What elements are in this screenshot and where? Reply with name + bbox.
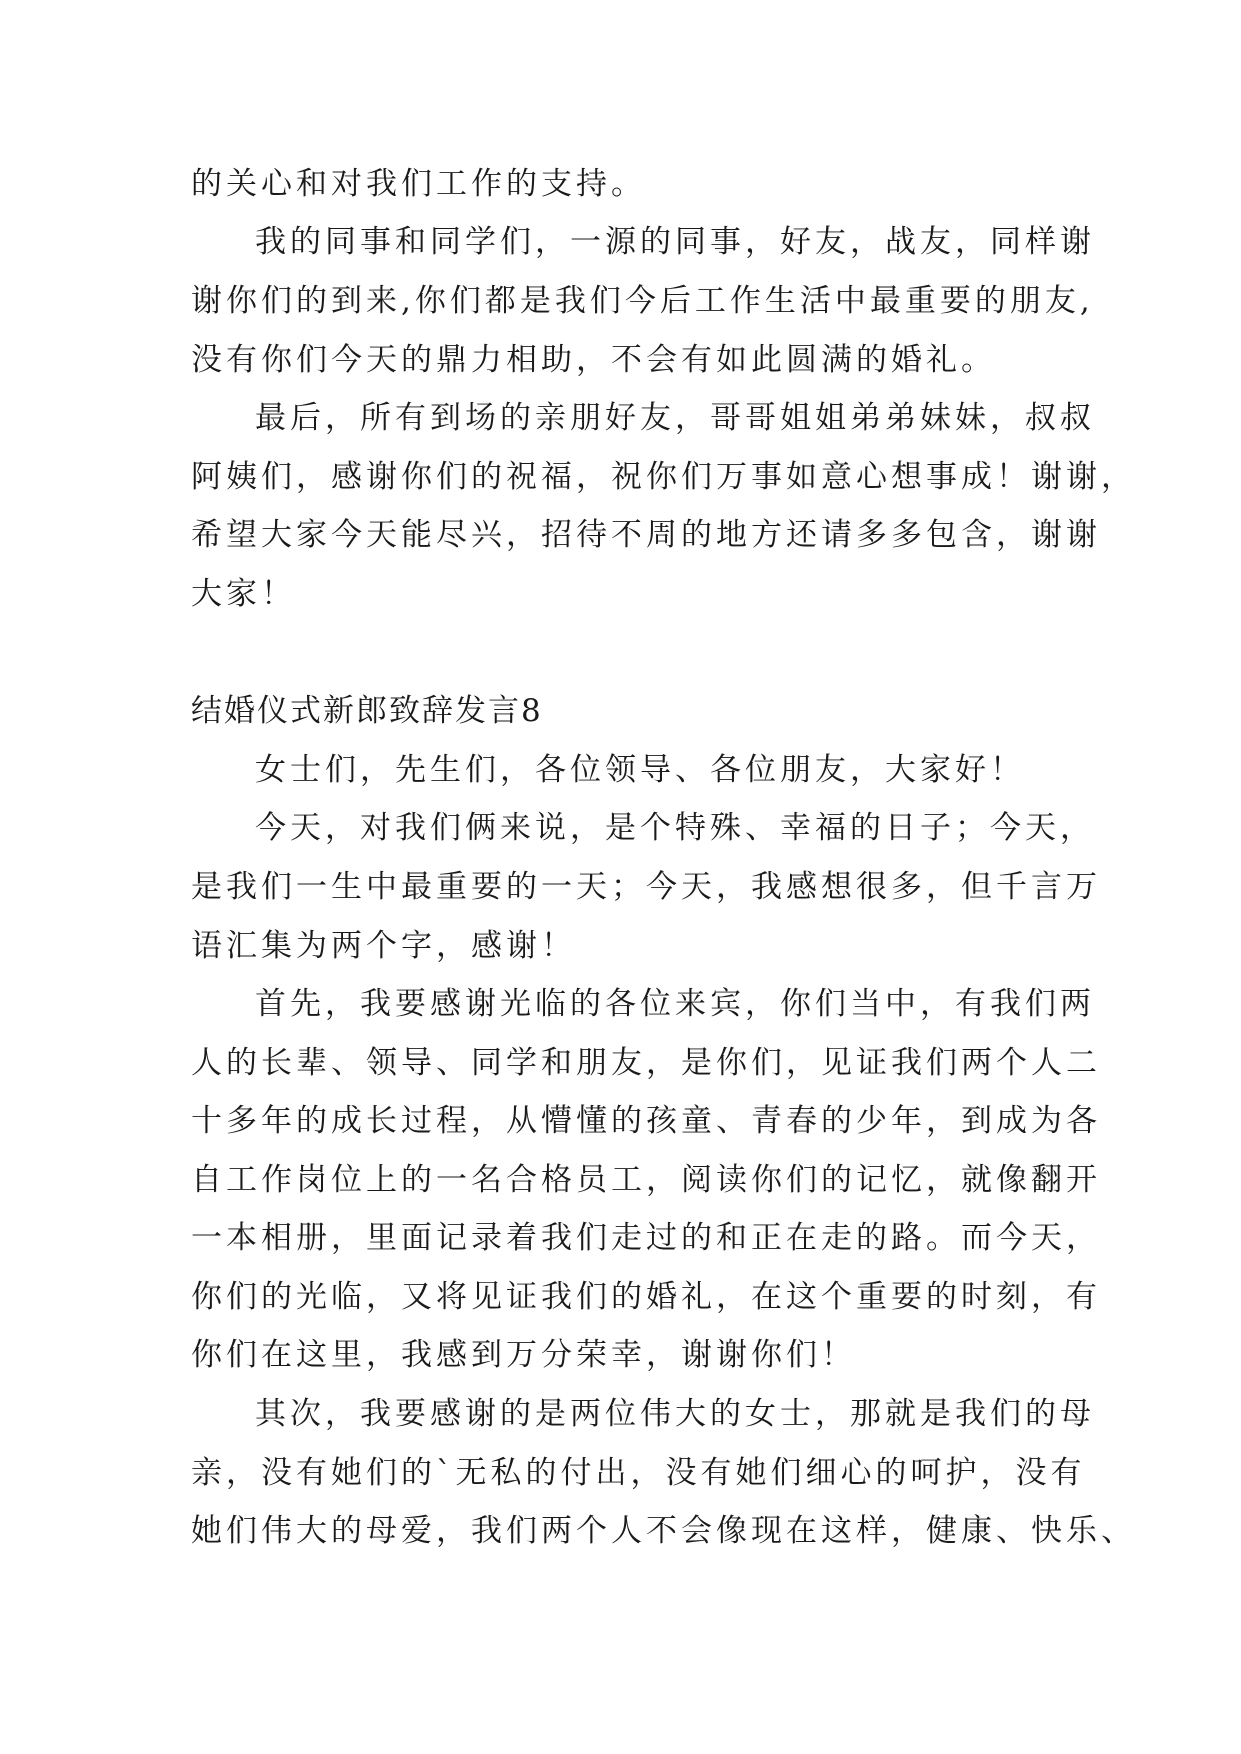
paragraph-line: 她们伟大的母爱，我们两个人不会像现在这样，健康、快乐、 [191, 1513, 1136, 1549]
paragraph-line: 谢你们的到来,你们都是我们今后工作生活中最重要的朋友, [191, 283, 1094, 319]
paragraph-line: 一本相册，里面记录着我们走过的和正在走的路。而今天， [191, 1220, 1101, 1256]
paragraph-line: 最后，所有到场的亲朋好友，哥哥姐姐弟弟妹妹，叔叔 [255, 400, 1095, 436]
paragraph-line: 首先，我要感谢光临的各位来宾，你们当中，有我们两 [255, 986, 1095, 1022]
paragraph-line: 你们的光临，又将见证我们的婚礼，在这个重要的时刻，有 [191, 1279, 1101, 1315]
paragraph-line: 的关心和对我们工作的支持。 [191, 166, 646, 202]
paragraph-line: 人的长辈、领导、同学和朋友，是你们，见证我们两个人二 [191, 1045, 1101, 1081]
paragraph-line: 今天，对我们俩来说，是个特殊、幸福的日子；今天， [255, 810, 1095, 846]
paragraph-line: 大家！ [191, 576, 296, 612]
paragraph-line: 其次，我要感谢的是两位伟大的女士，那就是我们的母 [255, 1396, 1095, 1432]
paragraph-line: 没有你们今天的鼎力相助，不会有如此圆满的婚礼。 [191, 342, 996, 378]
section-heading: 结婚仪式新郎致辞发言8 [191, 693, 543, 729]
paragraph-line: 亲，没有她们的`无私的付出，没有她们细心的呵护，没有 [191, 1455, 1086, 1491]
paragraph-line: 女士们，先生们，各位领导、各位朋友，大家好！ [255, 752, 1025, 788]
paragraph-line: 自工作岗位上的一名合格员工，阅读你们的记忆，就像翻开 [191, 1162, 1101, 1198]
paragraph-line: 是我们一生中最重要的一天；今天，我感想很多，但千言万 [191, 869, 1101, 905]
paragraph-line: 我的同事和同学们，一源的同事，好友，战友，同样谢 [255, 224, 1095, 260]
paragraph-line: 语汇集为两个字，感谢！ [191, 928, 576, 964]
paragraph-line: 十多年的成长过程，从懵懂的孩童、青春的少年，到成为各 [191, 1103, 1101, 1139]
paragraph-line: 阿姨们，感谢你们的祝福，祝你们万事如意心想事成！谢谢， [191, 459, 1136, 495]
paragraph-line: 希望大家今天能尽兴，招待不周的地方还请多多包含，谢谢 [191, 517, 1101, 553]
paragraph-line: 你们在这里，我感到万分荣幸，谢谢你们！ [191, 1337, 856, 1373]
